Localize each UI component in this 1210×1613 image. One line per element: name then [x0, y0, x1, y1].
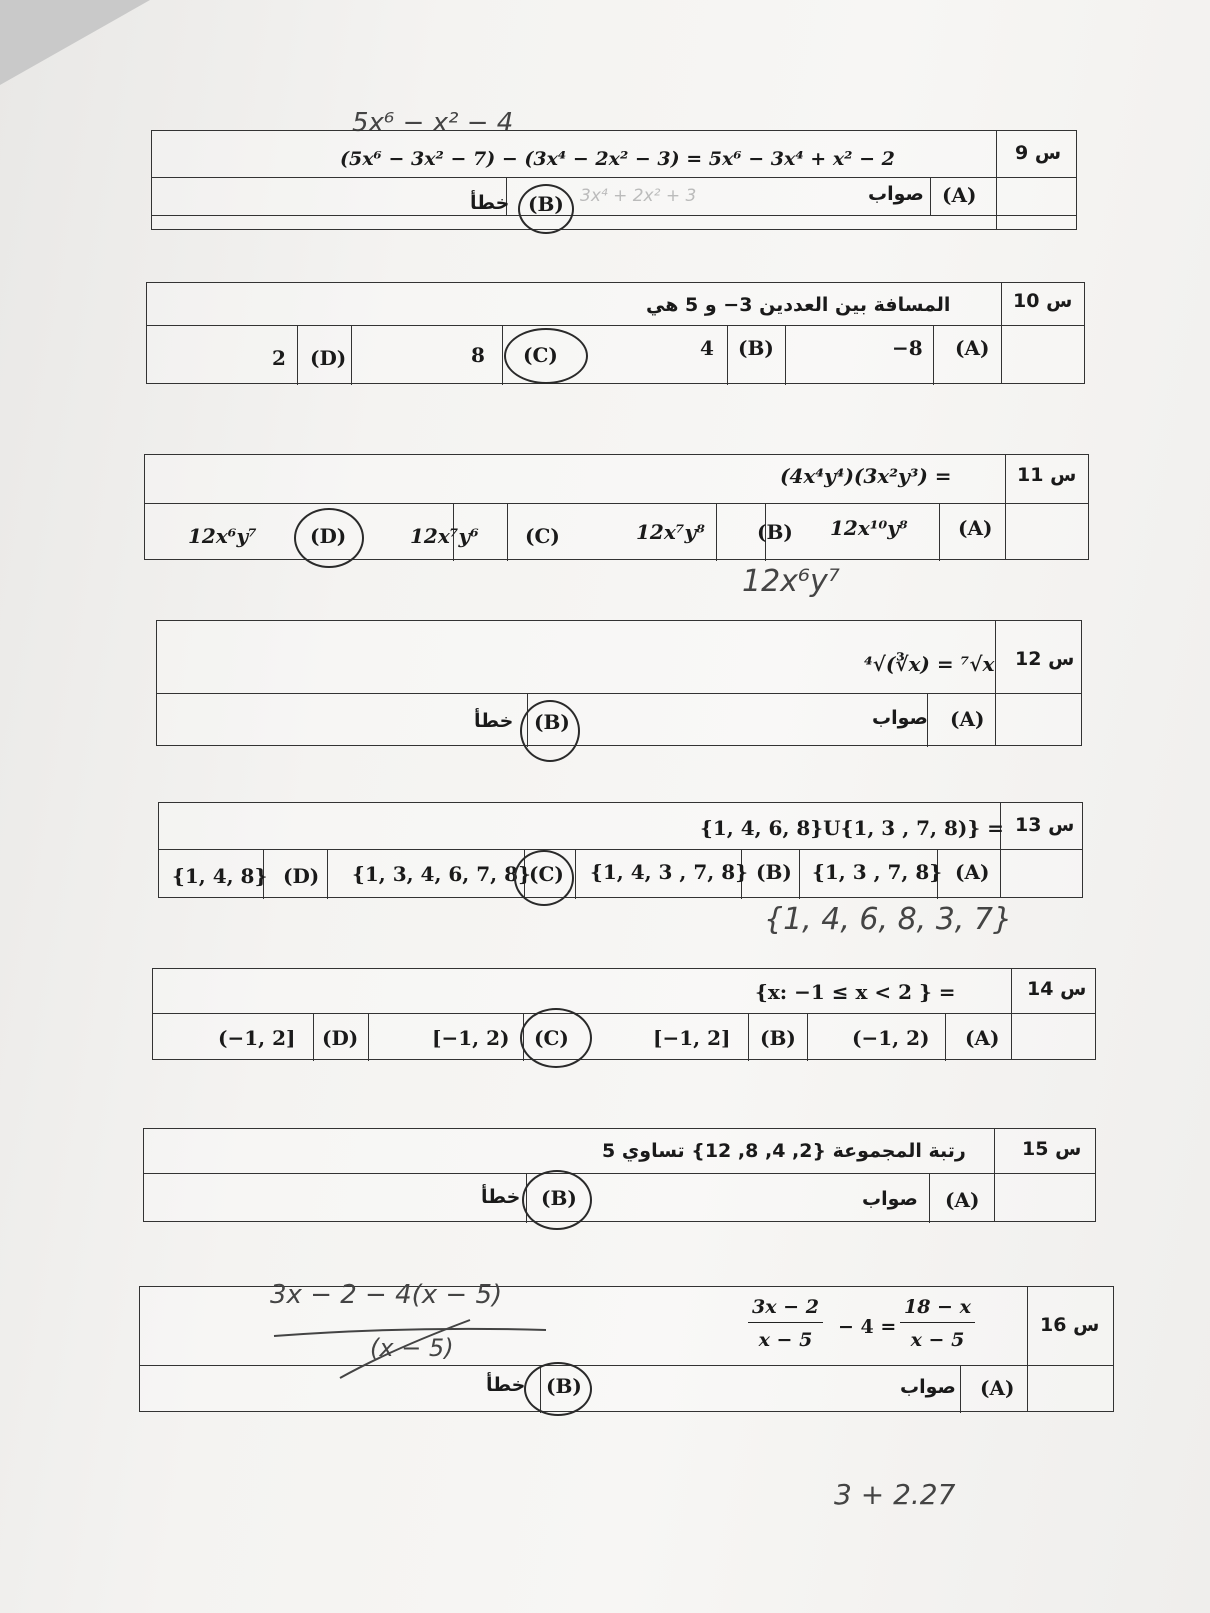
handwritten-note-bottom: 3 + 2.27 — [834, 1478, 956, 1511]
selected-answer-circle-q15 — [522, 1170, 592, 1230]
q16-option-a-text[interactable]: صواب — [900, 1376, 956, 1398]
page-corner-shadow — [0, 0, 150, 85]
question-14-number: س 14 — [1027, 978, 1087, 1000]
q11-option-a-text[interactable]: 12x¹⁰y⁸ — [830, 516, 908, 540]
question-10-number: س 10 — [1013, 290, 1073, 312]
q15-option-b-letter[interactable]: (B) — [541, 1186, 577, 1210]
q12-option-a-text[interactable]: صواب — [872, 707, 928, 729]
question-15-number: س 15 — [1022, 1138, 1082, 1160]
q14-option-a-text[interactable]: (−1, 2) — [852, 1026, 930, 1050]
q11-option-c-letter[interactable]: (C) — [525, 524, 560, 548]
question-16-number: س 16 — [1040, 1314, 1100, 1336]
q16-right-numerator: 18 − x — [900, 1296, 975, 1323]
q10-option-b-text[interactable]: 4 — [700, 336, 714, 360]
q16-option-a-letter[interactable]: (A) — [980, 1376, 1015, 1400]
q13-option-d-text[interactable]: {1, 4, 8} — [172, 864, 268, 888]
handwritten-note-q13: {1, 4, 6, 8, 3, 7} — [764, 902, 1013, 937]
q13-option-c-letter[interactable]: (C) — [529, 862, 564, 886]
question-12-expression: ⁴√(∛x) = ⁷√x — [864, 652, 995, 676]
question-9-box — [151, 130, 1077, 230]
q11-option-b-letter[interactable]: (B) — [757, 520, 793, 544]
q11-option-d-text[interactable]: 12x⁶y⁷ — [188, 524, 257, 548]
q13-option-c-text[interactable]: {1, 3, 4, 6, 7, 8} — [352, 862, 531, 886]
q14-option-d-text[interactable]: (−1, 2] — [218, 1026, 296, 1050]
q16-option-b-text[interactable]: خطأ — [486, 1374, 526, 1396]
q13-option-a-letter[interactable]: (A) — [955, 860, 990, 884]
question-15-stem: رتبة المجموعة {2, 4, 8, 12} تساوي 5 — [602, 1140, 966, 1162]
q13-option-d-letter[interactable]: (D) — [283, 864, 320, 888]
q13-option-a-text[interactable]: {1, 3 , 7, 8} — [812, 860, 943, 884]
handwritten-note-q9: 5x⁶ − x² − 4 — [352, 108, 514, 138]
handwritten-note-q11: 12x⁶y⁷ — [742, 564, 840, 599]
q15-option-b-text[interactable]: خطأ — [481, 1186, 521, 1208]
q14-option-c-letter[interactable]: (C) — [534, 1026, 569, 1050]
q15-option-a-letter[interactable]: (A) — [945, 1188, 980, 1212]
q16-right-denominator: x − 5 — [910, 1329, 965, 1351]
question-12-number: س 12 — [1015, 648, 1075, 670]
q12-option-b-text[interactable]: خطأ — [474, 710, 514, 732]
q15-option-a-text[interactable]: صواب — [862, 1188, 918, 1210]
q11-option-a-letter[interactable]: (A) — [958, 516, 993, 540]
q14-option-b-text[interactable]: [−1, 2] — [653, 1026, 731, 1050]
faint-note-q9: 3x⁴ + 2x² + 3 — [580, 186, 697, 206]
q10-option-d-text[interactable]: 2 — [272, 346, 286, 370]
question-11-number: س 11 — [1017, 464, 1077, 486]
q10-option-c-text[interactable]: 8 — [471, 343, 485, 367]
selected-answer-circle-q13 — [514, 850, 574, 906]
question-10-stem: المسافة بين العددين 3− و 5 هي — [646, 294, 951, 316]
q14-option-d-letter[interactable]: (D) — [322, 1026, 359, 1050]
question-12-box — [156, 620, 1082, 746]
selected-answer-circle-q12 — [520, 700, 580, 762]
q9-option-a-text[interactable]: صواب — [868, 183, 924, 205]
question-9-expression: (5x⁶ − 3x² − 7) − (3x⁴ − 2x² − 3) = 5x⁶ − 3x⁴ + x² − 2 — [340, 148, 895, 170]
question-11-expression: (4x⁴y⁴)(3x²y³) = — [780, 464, 952, 488]
q16-left-numerator: 3x − 2 — [748, 1296, 823, 1323]
q10-option-b-letter[interactable]: (B) — [738, 336, 774, 360]
q12-option-b-letter[interactable]: (B) — [534, 710, 570, 734]
question-13-number: س 13 — [1015, 814, 1075, 836]
q10-option-d-letter[interactable]: (D) — [310, 346, 347, 370]
q14-option-a-letter[interactable]: (A) — [965, 1026, 1000, 1050]
q9-option-a-letter[interactable]: (A) — [942, 183, 977, 207]
q9-option-b-text[interactable]: خطأ — [470, 192, 510, 214]
q10-option-a-letter[interactable]: (A) — [955, 336, 990, 360]
selected-answer-circle-q14 — [520, 1008, 592, 1068]
q14-option-c-text[interactable]: [−1, 2) — [432, 1026, 510, 1050]
question-13-expression: {1, 4, 6, 8}U{1, 3 , 7, 8)} = — [700, 816, 1004, 840]
q16-left-denominator: x − 5 — [758, 1329, 813, 1351]
handwritten-note-q16-numerator: 3x − 2 − 4(x − 5) — [270, 1280, 503, 1310]
q10-option-a-text[interactable]: −8 — [892, 336, 923, 360]
q11-option-d-letter[interactable]: (D) — [310, 524, 347, 548]
q14-option-b-letter[interactable]: (B) — [760, 1026, 796, 1050]
question-14-expression: {x: −1 ≤ x < 2 } = — [755, 980, 956, 1004]
q12-option-a-letter[interactable]: (A) — [950, 707, 985, 731]
q16-middle-operator: − 4 = — [838, 1316, 897, 1338]
selected-answer-circle-q9 — [518, 184, 574, 234]
q13-option-b-letter[interactable]: (B) — [756, 860, 792, 884]
question-9-number: س 9 — [1015, 142, 1062, 164]
q16-left-fraction — [748, 1296, 823, 1351]
selected-answer-circle-q11 — [294, 508, 364, 568]
q11-option-c-text[interactable]: 12x⁷y⁶ — [410, 524, 479, 548]
q13-option-b-text[interactable]: {1, 4, 3 , 7, 8} — [590, 860, 748, 884]
q16-right-fraction — [900, 1296, 975, 1351]
selected-answer-circle-q10 — [504, 328, 588, 384]
q9-option-b-letter[interactable]: (B) — [528, 192, 564, 216]
q11-option-b-text[interactable]: 12x⁷y⁸ — [636, 520, 705, 544]
q16-option-b-letter[interactable]: (B) — [546, 1374, 582, 1398]
q10-option-c-letter[interactable]: (C) — [523, 343, 558, 367]
handwritten-note-q16-denominator: (x − 5) — [370, 1334, 454, 1362]
